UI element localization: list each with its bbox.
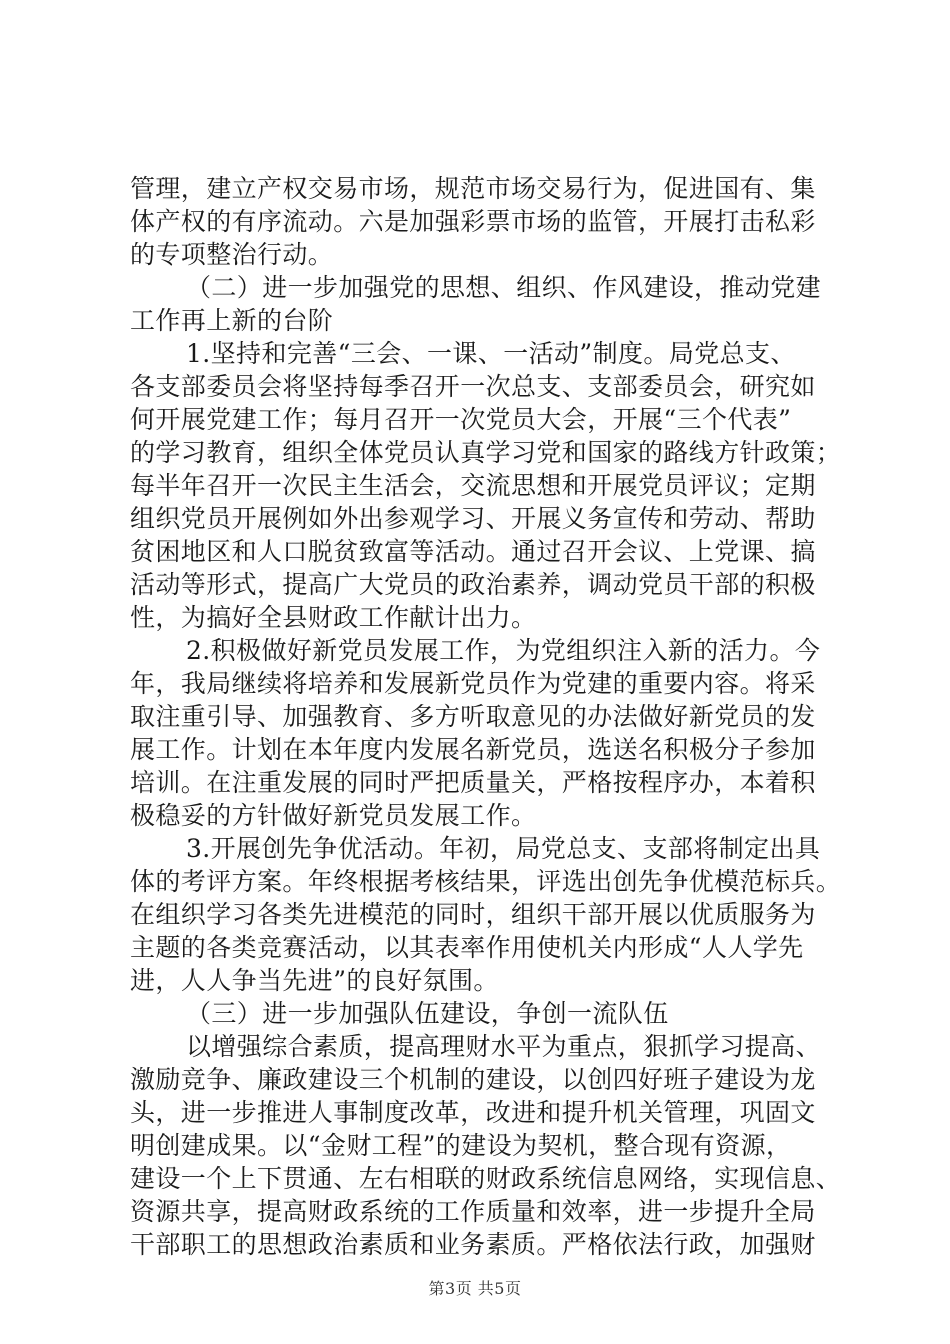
text-line: 资源共享，提高财政系统的工作质量和效率，进一步提升全局 [130, 1197, 816, 1226]
text-line: 在组织学习各类先进模范的同时，组织干部开展以优质服务为 [130, 900, 816, 929]
text-line: 干部职工的思想政治素质和业务素质。严格依法行政，加强财 [130, 1230, 816, 1259]
text-line: 每半年召开一次民主生活会，交流思想和开展党员评议；定期 [130, 471, 816, 500]
text-line: 展工作。计划在本年度内发展名新党员，选送名积极分子参加 [130, 735, 816, 764]
text-line: （二）进一步加强党的思想、组织、作风建设，推动党建 [186, 273, 822, 302]
text-line: 2.积极做好新党员发展工作，为党组织注入新的活力。今 [186, 636, 821, 665]
text-line: 极稳妥的方针做好新党员发展工作。 [130, 801, 537, 830]
text-line: 年，我局继续将培养和发展新党员作为党建的重要内容。将采 [130, 669, 816, 698]
text-line: 3.开展创先争优活动。年初，局党总支、支部将制定出具 [186, 834, 821, 863]
text-line: 进，人人争当先进”的良好氛围。 [130, 966, 499, 995]
text-line: 何开展党建工作；每月召开一次党员大会，开展“三个代表” [130, 405, 792, 434]
text-line: （三）进一步加强队伍建设，争创一流队伍 [186, 999, 669, 1028]
text-line: 明创建成果。以“金财工程”的建设为契机，整合现有资源， [130, 1131, 792, 1160]
text-line: 活动等形式，提高广大党员的政治素养，调动党员干部的积极 [130, 570, 816, 599]
text-line: 主题的各类竞赛活动，以其表率作用使机关内形成“人人学先 [130, 933, 804, 962]
text-line: 性，为搞好全县财政工作献计出力。 [130, 603, 537, 632]
text-line: 管理，建立产权交易市场，规范市场交易行为，促进国有、集 [130, 174, 816, 203]
text-line: 激励竞争、廉政建设三个机制的建设，以创四好班子建设为龙 [130, 1065, 816, 1094]
text-line: 各支部委员会将坚持每季召开一次总支、支部委员会，研究如 [130, 372, 816, 401]
page-footer: 第3页 共5页 [428, 1279, 522, 1298]
text-line: 工作再上新的台阶 [130, 306, 334, 335]
document-body [130, 172, 842, 1261]
text-line: 体的考评方案。年终根据考核结果，评选出创先争优模范标兵。 [130, 867, 842, 896]
text-line: 1.坚持和完善“三会、一课、一活动”制度。局党总支、 [186, 339, 796, 368]
text-line: 头，进一步推进人事制度改革，改进和提升机关管理，巩固文 [130, 1098, 816, 1127]
text-line: 培训。在注重发展的同时严把质量关，严格按程序办，本着积 [130, 768, 816, 797]
text-line: 贫困地区和人口脱贫致富等活动。通过召开会议、上党课、搞 [130, 537, 816, 566]
text-line: 以增强综合素质，提高理财水平为重点，狠抓学习提高、 [186, 1032, 822, 1061]
text-line: 组织党员开展例如外出参观学习、开展义务宣传和劳动、帮助 [130, 504, 816, 533]
text-line: 的学习教育，组织全体党员认真学习党和国家的路线方针政策； [130, 438, 842, 467]
text-line: 取注重引导、加强教育、多方听取意见的办法做好新党员的发 [130, 702, 816, 731]
text-line: 的专项整治行动。 [130, 240, 334, 269]
text-line: 建设一个上下贯通、左右相联的财政系统信息网络，实现信息、 [130, 1164, 842, 1193]
text-line: 体产权的有序流动。六是加强彩票市场的监管，开展打击私彩 [130, 207, 816, 236]
